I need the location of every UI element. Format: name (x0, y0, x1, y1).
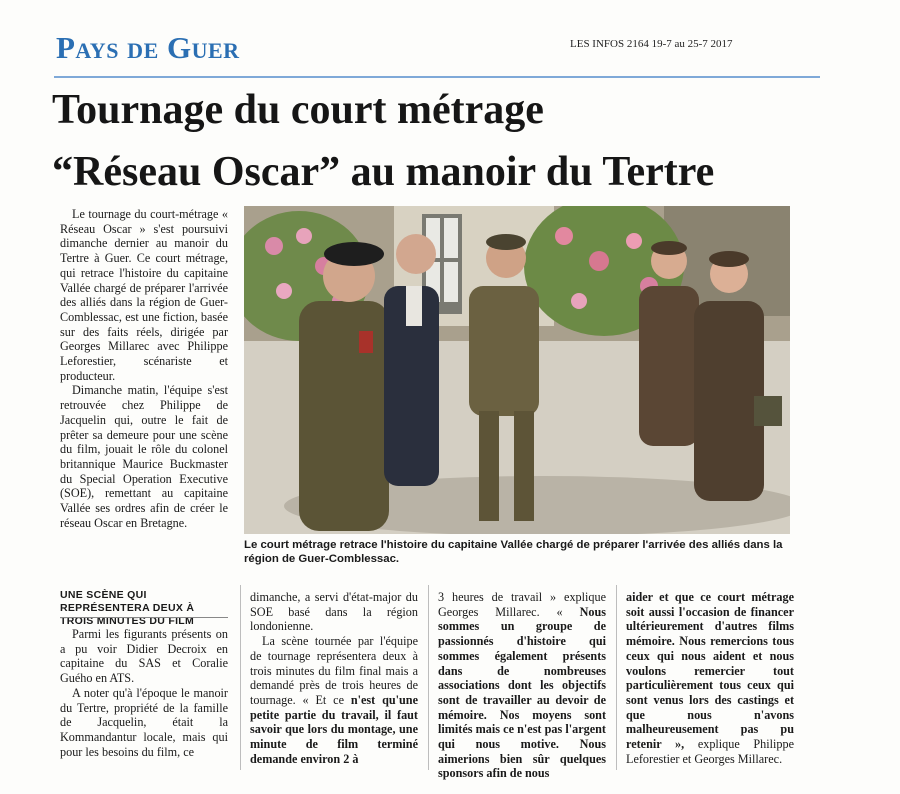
body-paragraph (250, 634, 418, 766)
subhead-rule (60, 617, 228, 618)
body-text: La scène tournée par l'équipe de tournage représentera deux à trois minutes du film final mais a demandé près de trois heures de tournage. « Et ce (250, 634, 418, 707)
subhead: UNE SCÈNE QUI REPRÉSENTERA DEUX À TROIS MINUTES DU FILM (60, 589, 195, 627)
quote-text: n'est qu'une petite partie du travail, il faut savoir que lors du montage, une minute de film terminé demande environ 2 à (250, 692, 418, 766)
column-divider (240, 585, 241, 770)
film-scene-illustration (244, 206, 790, 534)
body-column-2 (250, 590, 418, 766)
lead-paragraph: Le tournage du court-métrage « Réseau Oscar » s'est poursuivi dimanche dernier au manoir du Tertre à Guer. Ce court métrage, qui retrace l'histoire du capitaine Vallée chargé de préparer l'arrivée des alliés dans la région de Guer-Comblessac, est une fiction, basée sur des faits réels, dirigée par Georges Millarec avec Philippe Leforestier, scénariste et producteur. (60, 207, 228, 383)
body-paragraph (438, 590, 606, 781)
body-text: 3 heures de travail » explique Georges Millarec. « (438, 590, 606, 619)
body-paragraph (626, 590, 794, 766)
header-rule (54, 76, 820, 78)
headline-line-2: “Réseau Oscar” au manoir du Tertre (52, 149, 715, 195)
column-divider (616, 585, 617, 770)
body-paragraph: A noter qu'à l'époque le manoir du Tertre, propriété de la famille de Jacquelin, était la Kommandantur locale, mais qui pour les besoins du film, ce (60, 685, 228, 759)
issue-info: LES INFOS 2164 19-7 au 25-7 2017 (570, 38, 733, 50)
headline-line-1: Tournage du court métrage (52, 87, 544, 133)
body-text: explique Philippe Leforestier et Georges Millarec. (626, 737, 795, 766)
body-paragraph: dimanche, a servi d'état-major du SOE basé dans la région londonienne. (250, 590, 418, 634)
body-column-3 (438, 590, 606, 781)
column-divider (428, 585, 429, 770)
photo-caption: Le court métrage retrace l'histoire du capitaine Vallée chargé de préparer l'arrivée des alliés dans la région de Guer-Comblessac. (244, 539, 783, 565)
lead-column (60, 207, 228, 530)
lead-paragraph: Dimanche matin, l'équipe s'est retrouvée chez Philippe de Jacquelin qui, outre le fait de prêter sa demeure pour une scène du film, jouait le rôle du colonel britannique Maurice Buckmaster du Special Operation Executive (SOE), remettant au capitaine Vallée ses ordres afin de créer le réseau Oscar en Bretagne. (60, 383, 228, 530)
body-column-4 (626, 590, 794, 766)
section-title: Pays de Guer (56, 30, 240, 65)
body-paragraph: Parmi les figurants présents on a pu voir Didier Decroix en capitaine du SAS et Coralie Guého en ATS. (60, 627, 228, 686)
quote-text: aider et que ce court métrage soit aussi l'occasion de financer ultérieurement d'autres films mémoire. Nous remercions tous ceux qui nous aident et nous voulons remercier tout particulièrement tous ceux qui sont venus lors des castings et que nous n'avons malheureusement pas pu retenir », (626, 590, 794, 752)
body-column-1 (60, 627, 228, 759)
quote-text: Nous sommes un groupe de passionnés d'histoire qui sommes également présents dans de nombreuses associations dont les objectifs sont de travailler au devoir de mémoire. Nos moyens sont limités mais ce n'est pas l'argent qui nous motive. Nous aimerions bien sûr quelques sponsors afin de nous (438, 604, 606, 781)
article-photo (244, 206, 790, 534)
